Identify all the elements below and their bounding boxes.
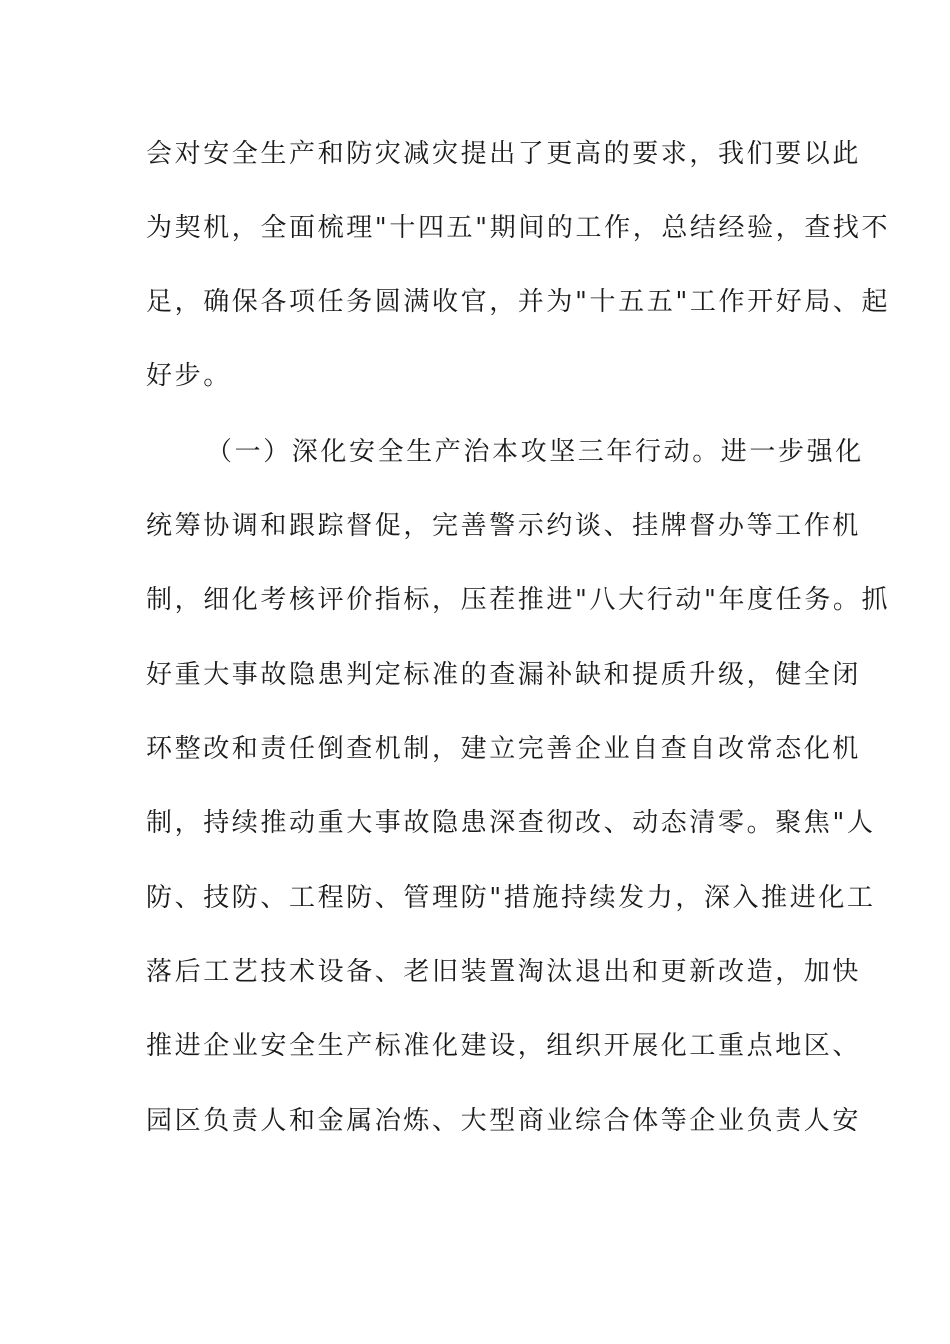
- text-line: 推进企业安全生产标准化建设，组织开展化工重点地区、: [146, 1031, 862, 1061]
- text-line: 防、技防、工程防、管理防"措施持续发力，深入推进化工: [146, 883, 876, 913]
- text-line: 好步。: [146, 361, 232, 391]
- text-line: 落后工艺技术设备、老旧装置淘汰退出和更新改造，加快: [146, 957, 862, 987]
- text-line: 制，细化考核评价指标，压茬推进"八大行动"年度任务。抓: [146, 585, 891, 615]
- text-line: 会对安全生产和防灾减灾提出了更高的要求，我们要以此: [146, 139, 862, 169]
- text-line: 环整改和责任倒查机制，建立完善企业自查自改常态化机: [146, 734, 862, 764]
- text-line: 为契机，全面梳理"十四五"期间的工作，总结经验，查找不: [146, 213, 891, 243]
- text-line: 园区负责人和金属冶炼、大型商业综合体等企业负责人安: [146, 1106, 862, 1136]
- text-line: 好重大事故隐患判定标准的查漏补缺和提质升级，健全闭: [146, 660, 862, 690]
- text-line: 统筹协调和跟踪督促，完善警示约谈、挂牌督办等工作机: [146, 511, 862, 541]
- text-line: 制，持续推动重大事故隐患深查彻改、动态清零。聚焦"人: [146, 808, 876, 838]
- section-heading-line: （一）深化安全生产治本攻坚三年行动。进一步强化: [206, 437, 864, 467]
- text-line: 足，确保各项任务圆满收官，并为"十五五"工作开好局、起: [146, 287, 891, 317]
